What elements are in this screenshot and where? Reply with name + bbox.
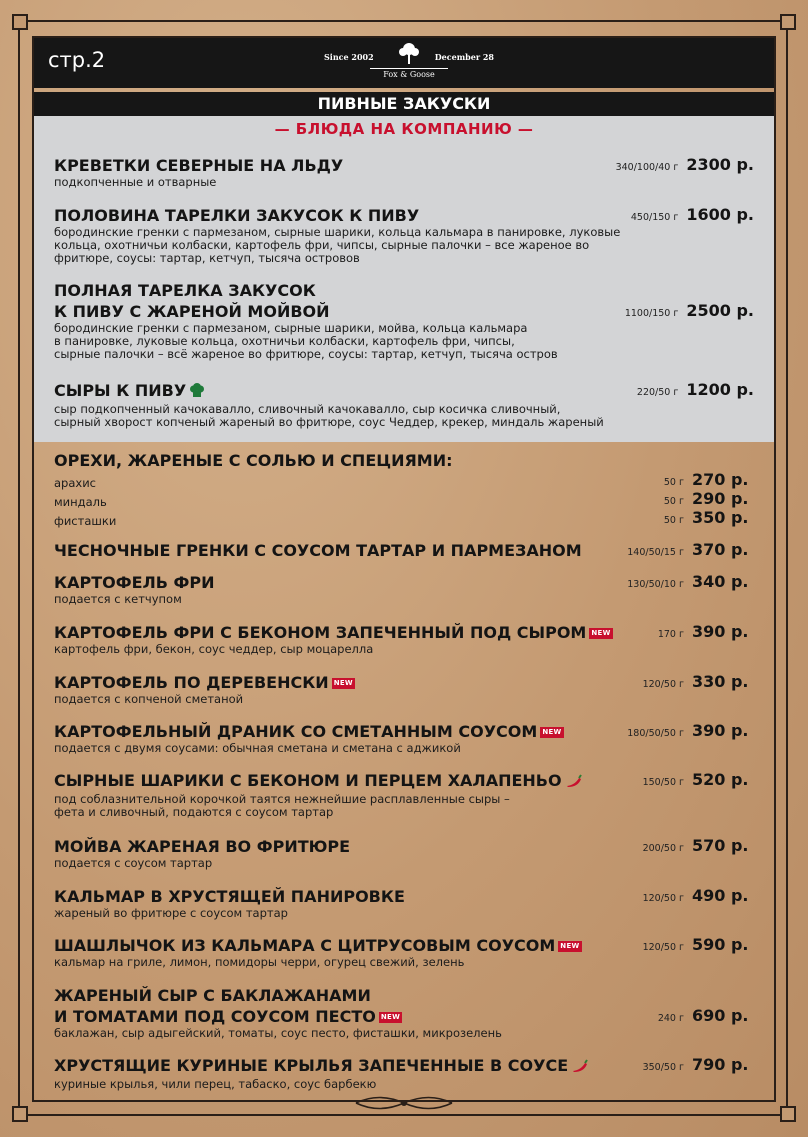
- new-badge: NEW: [333, 679, 353, 687]
- frame-corner: [780, 14, 796, 30]
- item-weight: 450/150 г: [630, 212, 679, 223]
- page-header: [34, 38, 774, 88]
- frame-corner: [12, 1106, 28, 1122]
- item-weight: 50 г: [663, 515, 684, 526]
- section-subtitle: — БЛЮДА НА КОМПАНИЮ —: [274, 120, 534, 138]
- menu-item[interactable]: [54, 836, 754, 870]
- menu-item[interactable]: [54, 672, 754, 706]
- item-description: картофель фри, бекон, соус чеддер, сыр моцарелла: [54, 642, 374, 656]
- item-name: КАЛЬМАР В ХРУСТЯЩЕЙ ПАНИРОВКЕ: [54, 887, 405, 906]
- item-description: сырные палочки – всё жареное во фритюре, соусы: тартар, кетчуп, тысяча остров: [54, 347, 558, 361]
- menu-item[interactable]: [54, 572, 754, 606]
- item-description: жареный во фритюре с соусом тартар: [54, 906, 288, 920]
- new-badge: NEW: [380, 1013, 401, 1021]
- item-price: 1600 р.: [686, 205, 754, 224]
- item-price: 690 р.: [692, 1006, 749, 1025]
- new-badge: NEW: [591, 629, 611, 637]
- logo-date: December 28: [434, 52, 494, 62]
- item-weight: 150/50 г: [642, 777, 684, 788]
- tree-icon: [394, 42, 424, 66]
- item-description: подается с кетчупом: [54, 592, 182, 606]
- item-price: 340 р.: [692, 572, 749, 591]
- price-row: [627, 721, 754, 740]
- item-name: КАРТОФЕЛЬ ПО ДЕРЕВЕНСКИ NEW: [54, 673, 353, 692]
- item-name: КАРТОФЕЛЬ ФРИ С БЕКОНОМ ЗАПЕЧЕННЫЙ ПОД СЫРОМ NEW: [54, 623, 611, 642]
- item-description: подается с двумя соусами: обычная сметана и сметана с аджикой: [54, 741, 461, 755]
- item-weight: 130/50/10 г: [627, 579, 684, 590]
- price-row: [637, 380, 754, 399]
- item-price: 2500 р.: [686, 301, 754, 320]
- item-description: фритюре, соусы: тартар, кетчуп, тысяча островов: [54, 251, 360, 265]
- item-name: ЧЕСНОЧНЫЕ ГРЕНКИ С СОУСОМ ТАРТАР И ПАРМЕЗАНОМ: [54, 541, 582, 560]
- item-weight: 140/50/15 г: [627, 547, 684, 558]
- item-name: ОРЕХИ, ЖАРЕНЫЕ С СОЛЬЮ И СПЕЦИЯМИ:: [54, 451, 453, 470]
- nuts-title: [54, 450, 754, 471]
- menu-item[interactable]: [54, 985, 754, 1040]
- item-description: сыр подкопченный качокавалло, сливочный качокавалло, сыр косичка сливочный,: [54, 402, 561, 416]
- item-description: подкопченные и отварные: [54, 175, 217, 189]
- item-name: КАРТОФЕЛЬ ФРИ: [54, 573, 215, 592]
- menu-item[interactable]: [54, 280, 754, 361]
- menu-item[interactable]: [54, 935, 754, 969]
- menu-item[interactable]: [54, 721, 754, 755]
- price-row: [664, 508, 754, 527]
- item-description: подается с соусом тартар: [54, 856, 213, 870]
- menu-item[interactable]: [54, 205, 754, 265]
- price-row: [658, 1006, 754, 1025]
- item-name: СЫРНЫЕ ШАРИКИ С БЕКОНОМ И ПЕРЦЕМ ХАЛАПЕНЬО: [54, 770, 754, 793]
- item-weight: 220/50 г: [636, 387, 679, 398]
- item-description: сырный хворост копченый жареный во фритюре, соус Чеддер, крекер, миндаль жареный: [54, 415, 604, 429]
- price-row: [658, 622, 754, 641]
- item-price: 390 р.: [692, 721, 749, 740]
- item-name: ПОЛНАЯ ТАРЕЛКА ЗАКУСОК: [54, 281, 316, 300]
- new-badge: NEW: [560, 942, 580, 950]
- item-price: 590 р.: [692, 935, 749, 954]
- item-price: 520 р.: [692, 770, 749, 789]
- item-name-line2: К ПИВУ С ЖАРЕНОЙ МОЙВОЙ: [54, 302, 330, 321]
- item-price: 490 р.: [692, 886, 749, 905]
- price-row: [664, 470, 754, 489]
- item-description: бородинские гренки с пармезаном, сырные шарики, кольца кальмара в панировке, луковые: [54, 225, 621, 239]
- item-price: 350 р.: [692, 508, 749, 527]
- item-weight: 120/50 г: [642, 893, 684, 904]
- item-name-line2: И ТОМАТАМИ ПОД СОУСОМ ПЕСТО NEW: [54, 1007, 401, 1026]
- item-description: бородинские гренки с пармезаном, сырные шарики, мойва, кольца кальмара: [54, 321, 528, 335]
- menu-item[interactable]: [54, 1055, 754, 1091]
- nut-name: фисташки: [54, 514, 117, 528]
- item-description: баклажан, сыр адыгейский, томаты, соус песто, фисташки, микрозелень: [54, 1026, 502, 1040]
- item-name: ПОЛОВИНА ТАРЕЛКИ ЗАКУСОК К ПИВУ: [54, 206, 420, 225]
- frame-corner: [780, 1106, 796, 1122]
- item-price: 1200 р.: [686, 380, 754, 399]
- item-description: фета и сливочный, подаются с соусом тартар: [54, 805, 334, 819]
- item-price: 390 р.: [692, 622, 749, 641]
- item-name: ШАШЛЫЧОК ИЗ КАЛЬМАРА С ЦИТРУСОВЫМ СОУСОМ NEW: [54, 936, 580, 955]
- menu-item[interactable]: [54, 380, 754, 429]
- item-name: ЖАРЕНЫЙ СЫР С БАКЛАЖАНАМИ: [54, 986, 371, 1005]
- item-weight: 350/50 г: [642, 1062, 684, 1073]
- price-row: [643, 886, 754, 905]
- item-description: подается с копченой сметаной: [54, 692, 244, 706]
- price-row: [616, 155, 754, 174]
- new-badge: NEW: [542, 728, 562, 736]
- frame-corner: [12, 14, 28, 30]
- item-weight: 170 г: [657, 629, 684, 640]
- item-description: в панировке, луковые кольца, охотничьи колбаски, картофель фри, чипсы,: [54, 334, 515, 348]
- nut-option[interactable]: [54, 472, 754, 490]
- chili-pepper-icon: [571, 1057, 589, 1078]
- item-weight: 50 г: [663, 496, 684, 507]
- price-row: [625, 301, 754, 320]
- item-name: КАРТОФЕЛЬНЫЙ ДРАНИК СО СМЕТАННЫМ СОУСОМ NEW: [54, 722, 562, 741]
- price-row: [643, 770, 754, 789]
- item-description: куриные крылья, чили перец, табаско, соус барбекю: [54, 1077, 377, 1091]
- chef-hat-icon: [189, 382, 205, 403]
- item-price: 2300 р.: [686, 155, 754, 174]
- menu-item[interactable]: [54, 770, 754, 819]
- item-price: 270 р.: [692, 470, 749, 489]
- item-weight: 340/100/40 г: [615, 162, 679, 173]
- menu-item[interactable]: [54, 155, 754, 189]
- menu-item[interactable]: [54, 540, 754, 561]
- nut-option[interactable]: [54, 491, 754, 509]
- menu-item[interactable]: [54, 622, 754, 656]
- item-weight: 120/50 г: [642, 679, 684, 690]
- nut-name: арахис: [54, 476, 96, 490]
- price-row: [643, 1055, 754, 1074]
- price-row: [664, 489, 754, 508]
- item-weight: 240 г: [657, 1013, 684, 1024]
- item-price: 790 р.: [692, 1055, 749, 1074]
- menu-item[interactable]: [54, 886, 754, 920]
- price-row: [627, 540, 754, 559]
- price-row: [631, 205, 754, 224]
- item-price: 570 р.: [692, 836, 749, 855]
- item-weight: 120/50 г: [642, 942, 684, 953]
- logo-brand: Fox & Goose: [370, 68, 448, 79]
- price-row: [627, 572, 754, 591]
- ornament-icon: [354, 1092, 454, 1114]
- logo-since: Since 2002: [324, 52, 374, 62]
- item-name: МОЙВА ЖАРЕНАЯ ВО ФРИТЮРЕ: [54, 837, 351, 856]
- brand-logo: [324, 42, 494, 84]
- item-weight: 200/50 г: [642, 843, 684, 854]
- item-name: КРЕВЕТКИ СЕВЕРНЫЕ НА ЛЬДУ: [54, 156, 344, 175]
- page-number: стр.2: [48, 48, 106, 72]
- item-description: кальмар на гриле, лимон, помидоры черри, огурец свежий, зелень: [54, 955, 465, 969]
- item-price: 370 р.: [692, 540, 749, 559]
- item-description: под соблазнительной корочкой таятся нежнейшие расплавленные сыры –: [54, 792, 510, 806]
- item-weight: 180/50/50 г: [627, 728, 684, 739]
- item-weight: 50 г: [663, 477, 684, 488]
- nut-option[interactable]: [54, 510, 754, 528]
- item-name: ХРУСТЯЩИЕ КУРИНЫЕ КРЫЛЬЯ ЗАПЕЧЕННЫЕ В СОУСЕ: [54, 1055, 754, 1078]
- item-price: 290 р.: [692, 489, 749, 508]
- section-title: ПИВНЫЕ ЗАКУСКИ: [34, 92, 774, 116]
- chili-pepper-icon: [565, 772, 583, 793]
- price-row: [643, 672, 754, 691]
- item-weight: 1100/150 г: [624, 308, 679, 319]
- item-name: СЫРЫ К ПИВУ: [54, 380, 754, 403]
- price-row: [643, 935, 754, 954]
- nut-name: миндаль: [54, 495, 107, 509]
- item-price: 330 р.: [692, 672, 749, 691]
- item-description: кольца, охотничьи колбаски, картофель фри, чипсы, сырные палочки – все жареное во: [54, 238, 590, 252]
- price-row: [643, 836, 754, 855]
